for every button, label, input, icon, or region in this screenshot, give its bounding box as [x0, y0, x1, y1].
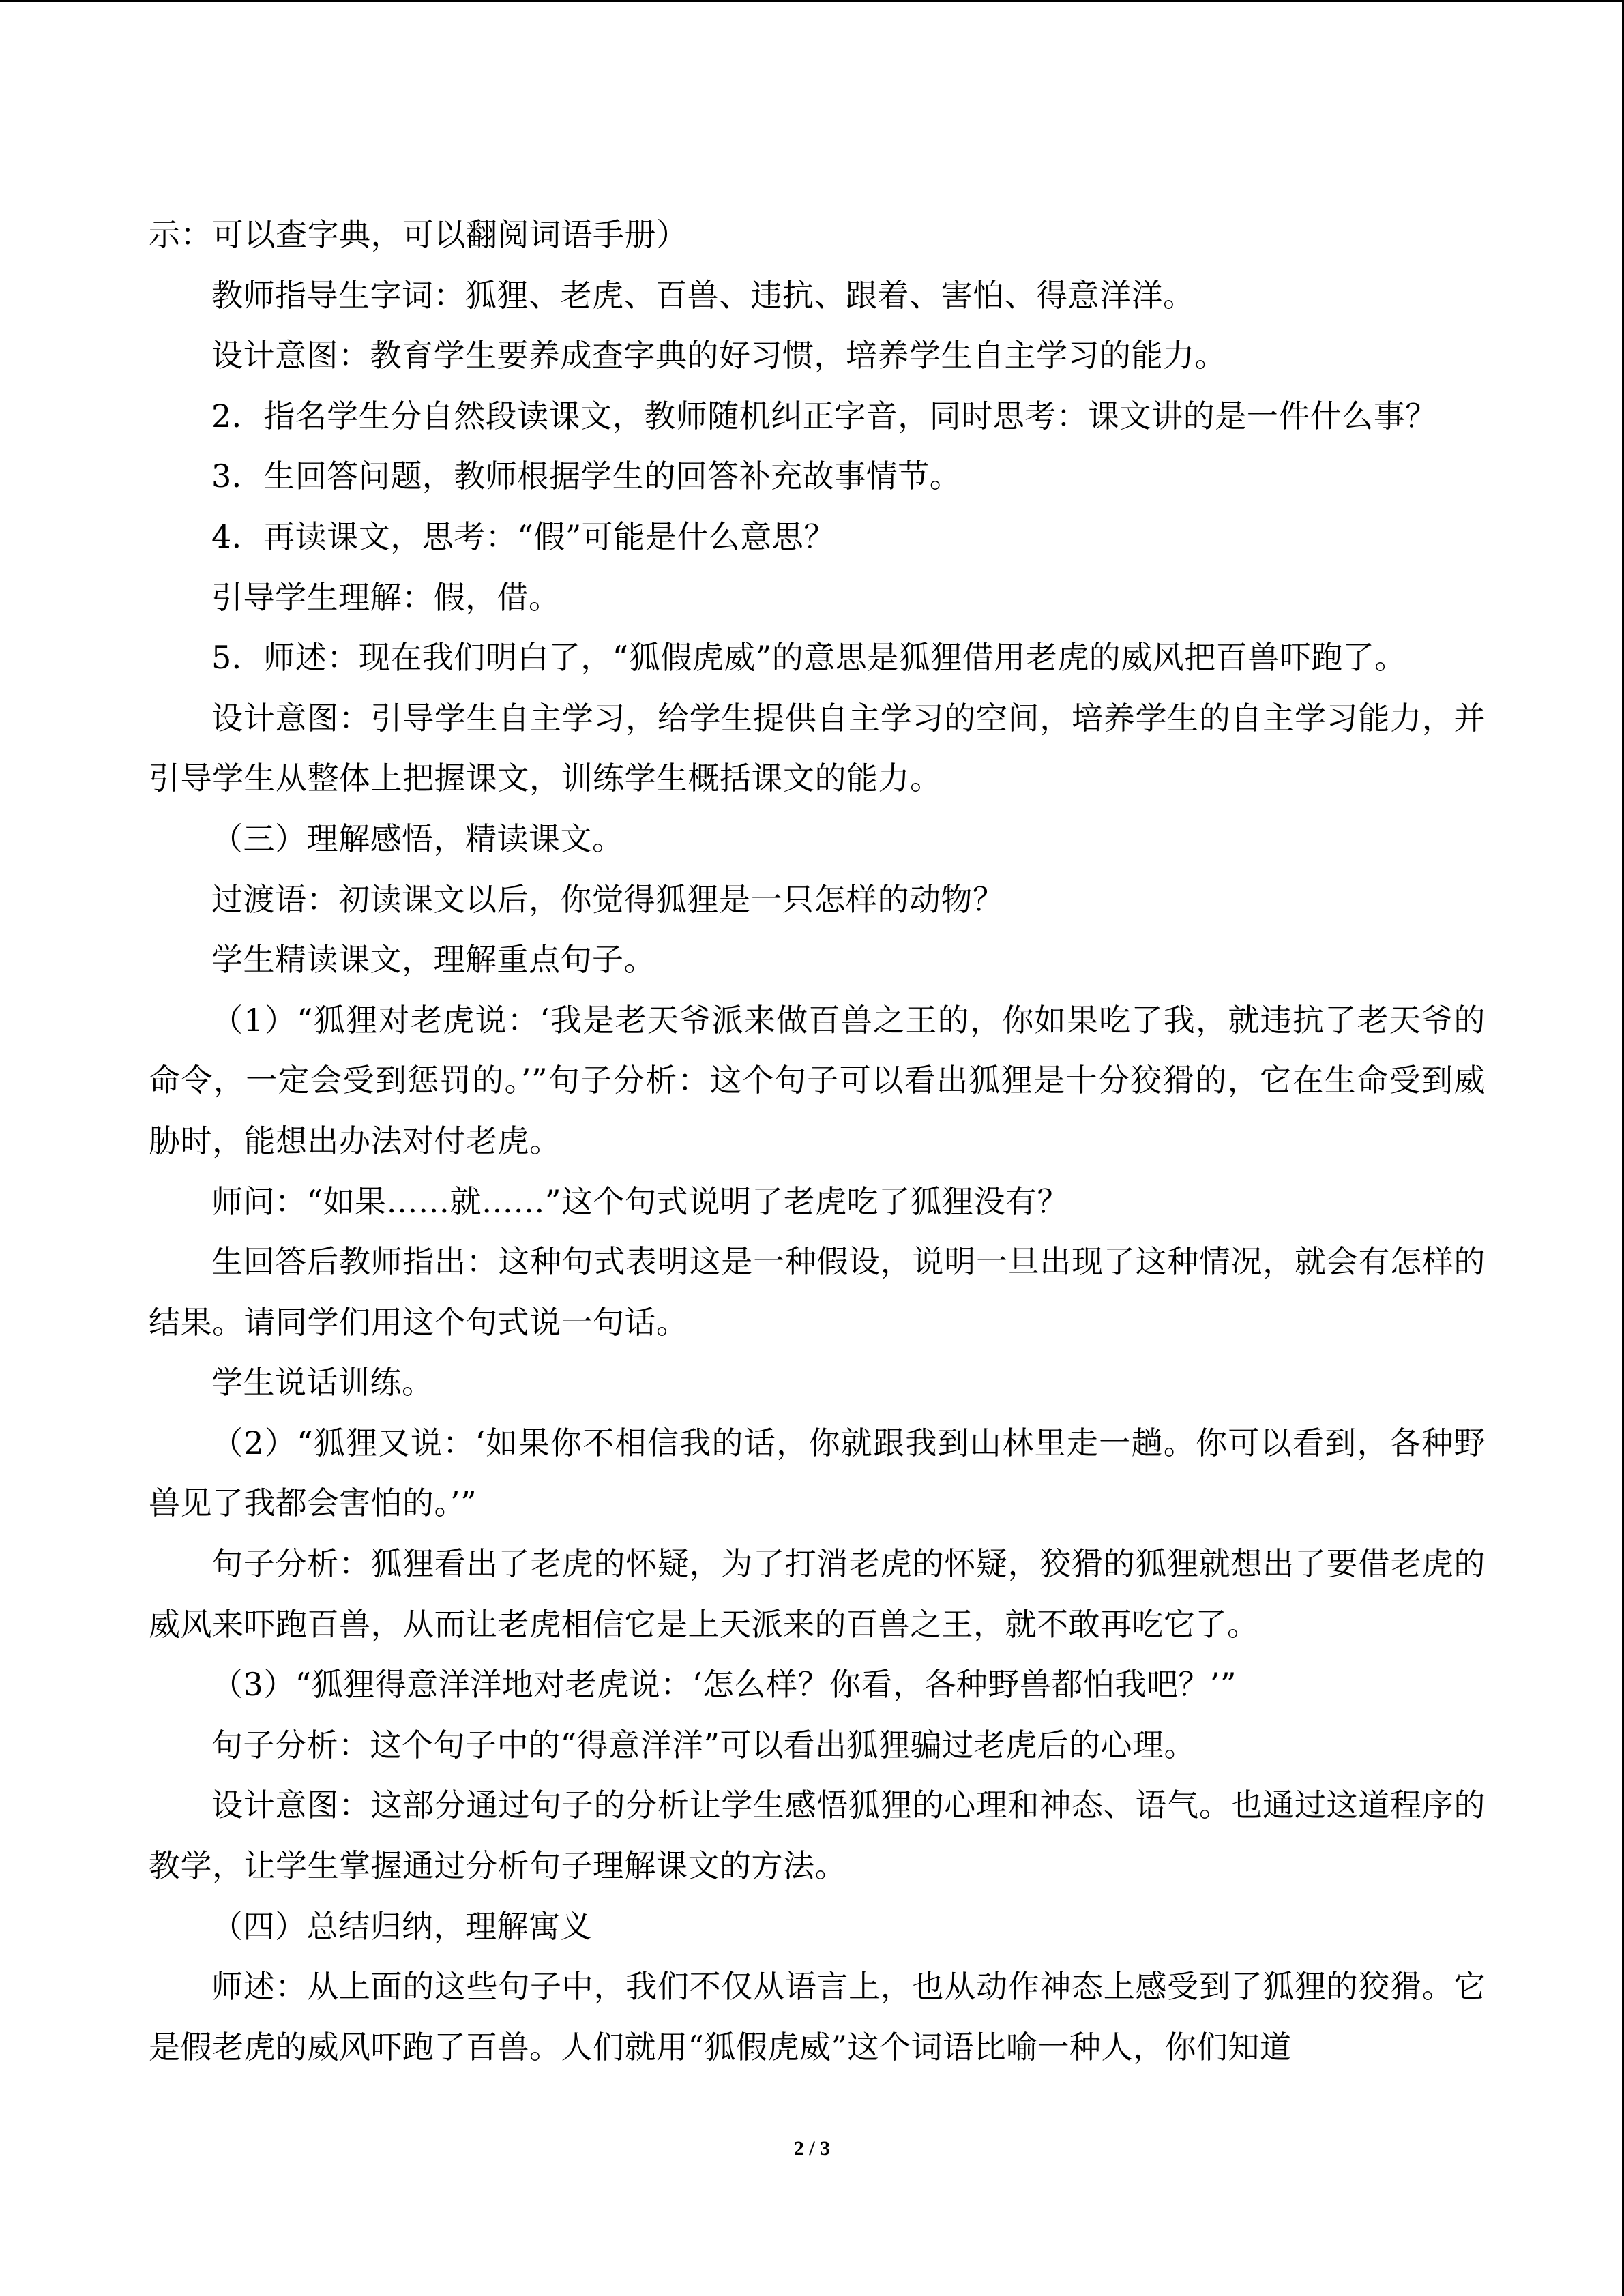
paragraph: 学生说话训练。 [211, 1364, 434, 1401]
paragraph: 师述：从上面的这些句子中，我们不仅从语言上，也从动作神态上感受到了狐狸的狡猾。它是假老虎的威风吓跑了百兽。人们就用“狐假虎威”这个词语比喻一种人，你们知道 [149, 1968, 1486, 2066]
paragraph: 学生精读课文，理解重点句子。 [211, 941, 655, 979]
paragraph: 设计意图：教育学生要养成查字典的好习惯，培养学生自主学习的能力。 [211, 337, 1226, 374]
paragraph: 过渡语：初读课文以后，你觉得狐狸是一只怎样的动物？ [211, 880, 1005, 918]
paragraph: 师问：“如果……就……”这个句式说明了老虎吃了狐狸没有？ [211, 1182, 1069, 1220]
paragraph: 引导学生理解：假，借。 [211, 578, 561, 616]
paragraph: 教师指导生字词：狐狸、老虎、百兽、违抗、跟着、害怕、得意洋洋。 [211, 276, 1195, 314]
paragraph: 5．师述：现在我们明白了，“狐假虎威”的意思是狐狸借用老虎的威风把百兽吓跑了。 [211, 639, 1406, 676]
paragraph: 句子分析：狐狸看出了老虎的怀疑，为了打消老虎的怀疑，狡猾的狐狸就想出了要借老虎的威风来吓跑百兽，从而让老虎相信它是上天派来的百兽之王，就不敢再吃它了。 [149, 1545, 1486, 1643]
paragraph: 示：可以查字典，可以翻阅词语手册） [149, 216, 688, 253]
paragraph: 设计意图：这部分通过句子的分析让学生感悟狐狸的心理和神态、语气。也通过这道程序的教学，让学生掌握通过分析句子理解课文的方法。 [149, 1787, 1486, 1885]
paragraph: （1）“狐狸对老虎说：‘我是老天爷派来做百兽之王的，你如果吃了我，就违抗了老天爷的命令，一定会受到惩罚的。’”句子分析：这个句子可以看出狐狸是十分狡猾的，它在生命受到威胁时，能想出办法对付老虎。 [149, 1001, 1486, 1159]
paragraph: 4．再读课文，思考：“假”可能是什么意思？ [211, 518, 836, 555]
document-body [149, 205, 1486, 2077]
paragraph: 3．生回答问题，教师根据学生的回答补充故事情节。 [211, 458, 962, 495]
paragraph: 句子分析：这个句子中的“得意洋洋”可以看出狐狸骗过老虎后的心理。 [211, 1726, 1196, 1763]
page-top-border [0, 0, 1624, 2]
paragraph: 2．指名学生分自然段读课文，教师随机纠正字音，同时思考：课文讲的是一件什么事？ [211, 397, 1437, 434]
page-number: 2 / 3 [793, 2137, 831, 2160]
paragraph: 设计意图：引导学生自主学习，给学生提供自主学习的空间，培养学生的自主学习能力，并引导学生从整体上把握课文，训练学生概括课文的能力。 [149, 699, 1486, 797]
paragraph: 生回答后教师指出：这种句式表明这是一种假设，说明一旦出现了这种情况，就会有怎样的结果。请同学们用这个句式说一句话。 [149, 1243, 1486, 1341]
section-heading: （三）理解感悟，精读课文。 [211, 820, 624, 857]
paragraph: （3）“狐狸得意洋洋地对老虎说：‘怎么样？你看，各种野兽都怕我吧？’” [211, 1666, 1237, 1703]
section-heading: （四）总结归纳，理解寓义 [211, 1907, 592, 1945]
paragraph: （2）“狐狸又说：‘如果你不相信我的话，你就跟我到山林里走一趟。你可以看到，各种野兽见了我都会害怕的。’” [149, 1424, 1486, 1522]
